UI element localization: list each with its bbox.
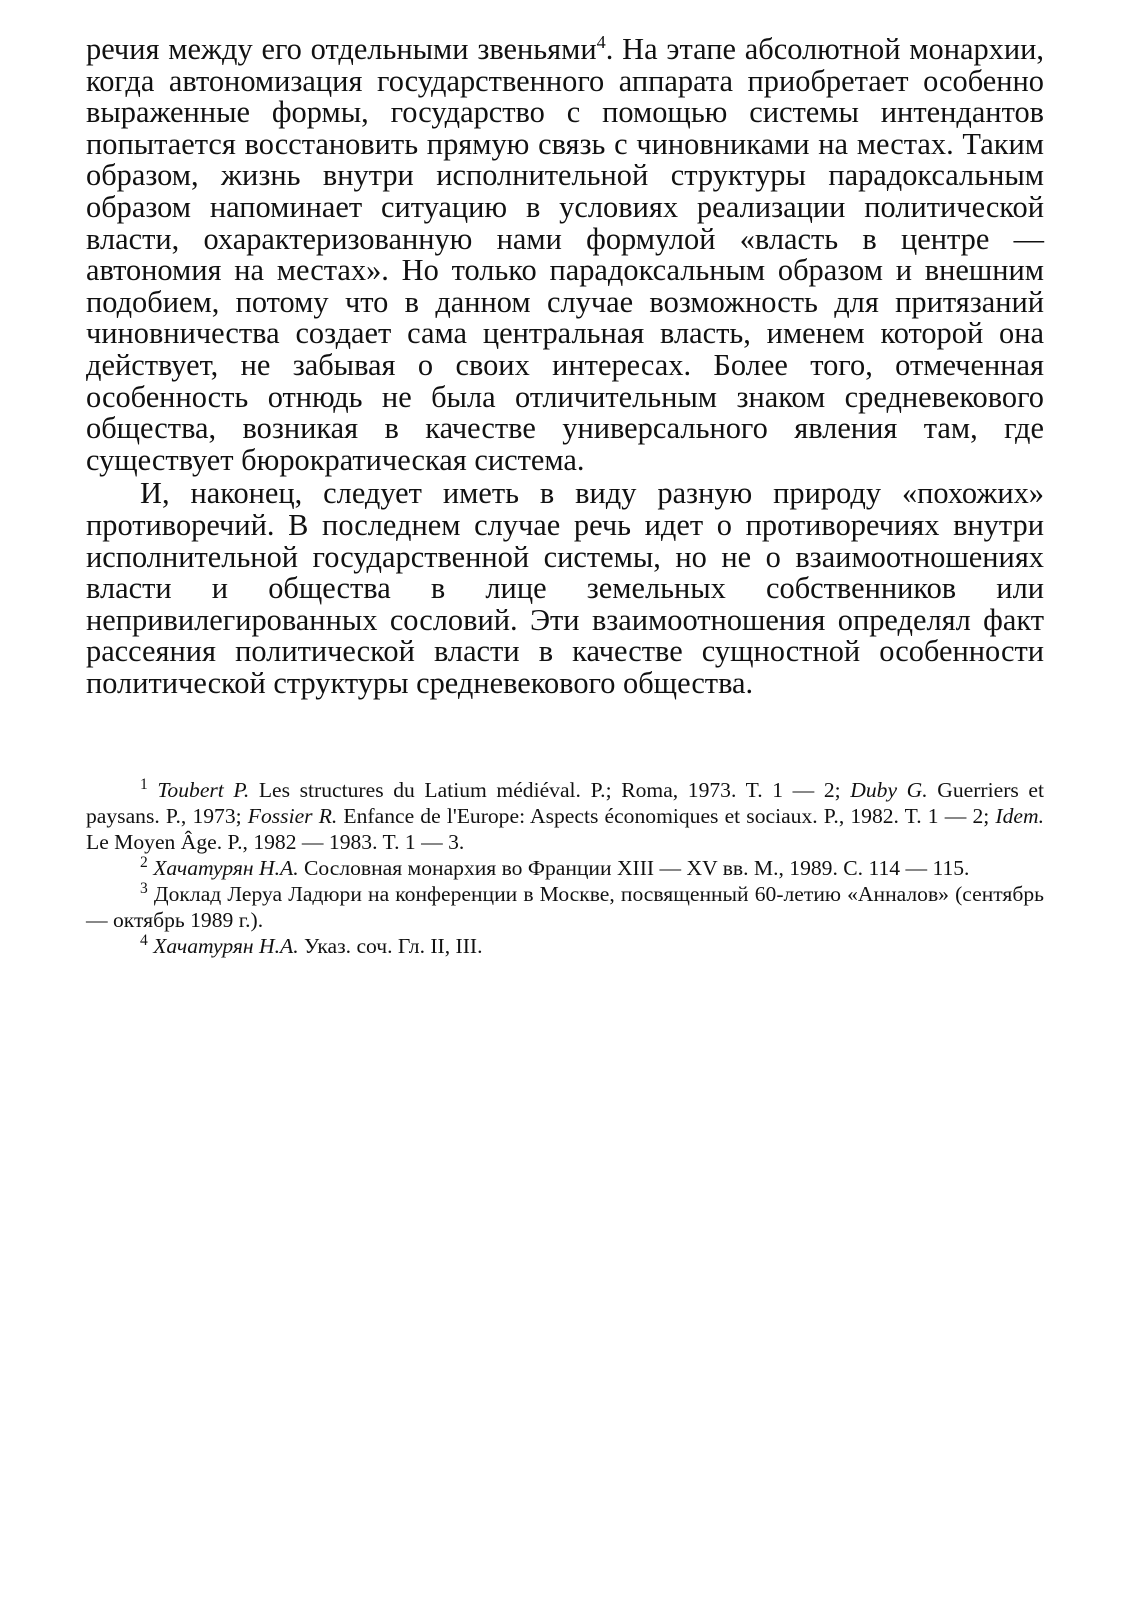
footnote-text: Guerriers et paysans. P., 1973;: [86, 778, 1044, 829]
footnote-number: 2: [140, 854, 148, 872]
footnote-ref-4[interactable]: 4: [596, 31, 606, 52]
footnote-author: Duby G.: [850, 778, 928, 803]
footnote-4: [86, 933, 1044, 959]
document-page: [86, 31, 1044, 959]
footnote-text: Доклад Леруа Ладюри на конференции в Москве, посвященный 60-летию «Анналов» (сентябрь — октябрь 1989 г.).: [86, 882, 1044, 933]
paragraph-1: [86, 31, 1044, 477]
footnote-author: Idem.: [995, 804, 1044, 829]
footnote-text: Enfance de l'Europe: Aspects économiques et sociaux. P., 1982. T. 1 — 2;: [337, 804, 996, 829]
footnote-text: Указ. соч. Гл. II, III.: [298, 934, 483, 959]
footnote-text: Сословная монархия во Франции XIII — XV вв. М., 1989. С. 114 — 115.: [298, 856, 970, 881]
footnote-number: 3: [140, 880, 148, 898]
footnote-number: 1: [140, 776, 148, 794]
footnote-2: [86, 855, 1044, 881]
footnote-author: Хачатурян Н.А.: [153, 856, 299, 881]
paragraph-2: И, наконец, следует иметь в виду разную природу «похожих» противоречий. В последнем случае речь идет о противоречиях внутри исполнительной государственной системы, но не о взаимоотношениях власти и общества в лице земельных собственников или непривилегированных сословий. Эти взаимоотношения определял факт рассеяния политической власти в качестве сущностной особенности политической структуры средневекового общества.: [86, 476, 1044, 700]
footnote-text: Le Moyen Âge. P., 1982 — 1983. T. 1 — 3.: [86, 830, 465, 855]
footnote-number: 4: [140, 932, 148, 950]
paragraph-1-start: речия между его отдельными звеньями: [86, 32, 597, 66]
footnote-3: [86, 881, 1044, 933]
main-text: [86, 31, 1044, 700]
footnote-author: Toubert P.: [157, 778, 250, 803]
footnote-author: Хачатурян Н.А.: [153, 934, 299, 959]
footnote-author: Fossier R.: [247, 804, 338, 829]
footnotes: [86, 777, 1044, 959]
footnote-text: Les structures du Latium médiéval. P.; Roma, 1973. T. 1 — 2;: [249, 778, 851, 803]
paragraph-1-rest: . На этапе абсолютной монархии, когда автономизация государственного аппарата приобретает особенно выраженные формы, государство с помощью системы интендантов попытается восстановить прямую связь с чиновниками на местах. Таким образом, жизнь внутри исполнительной структуры парадоксальным образом напоминает ситуацию в условиях реализации политической власти, охарактеризованную нами формулой «власть в центре — автономия на местах». Но только парадоксальным образом и внешним подобием, потому что в данном случае возможность для притязаний чиновничества создает сама центральная власть, именем которой она действует, не забывая о своих интересах. Более того, отмеченная особенность отнюдь не была отличительным знаком средневекового общества, возникая в качестве универсального явления там, где существует бюрократическая система.: [86, 32, 1044, 477]
footnote-1: [86, 777, 1044, 855]
